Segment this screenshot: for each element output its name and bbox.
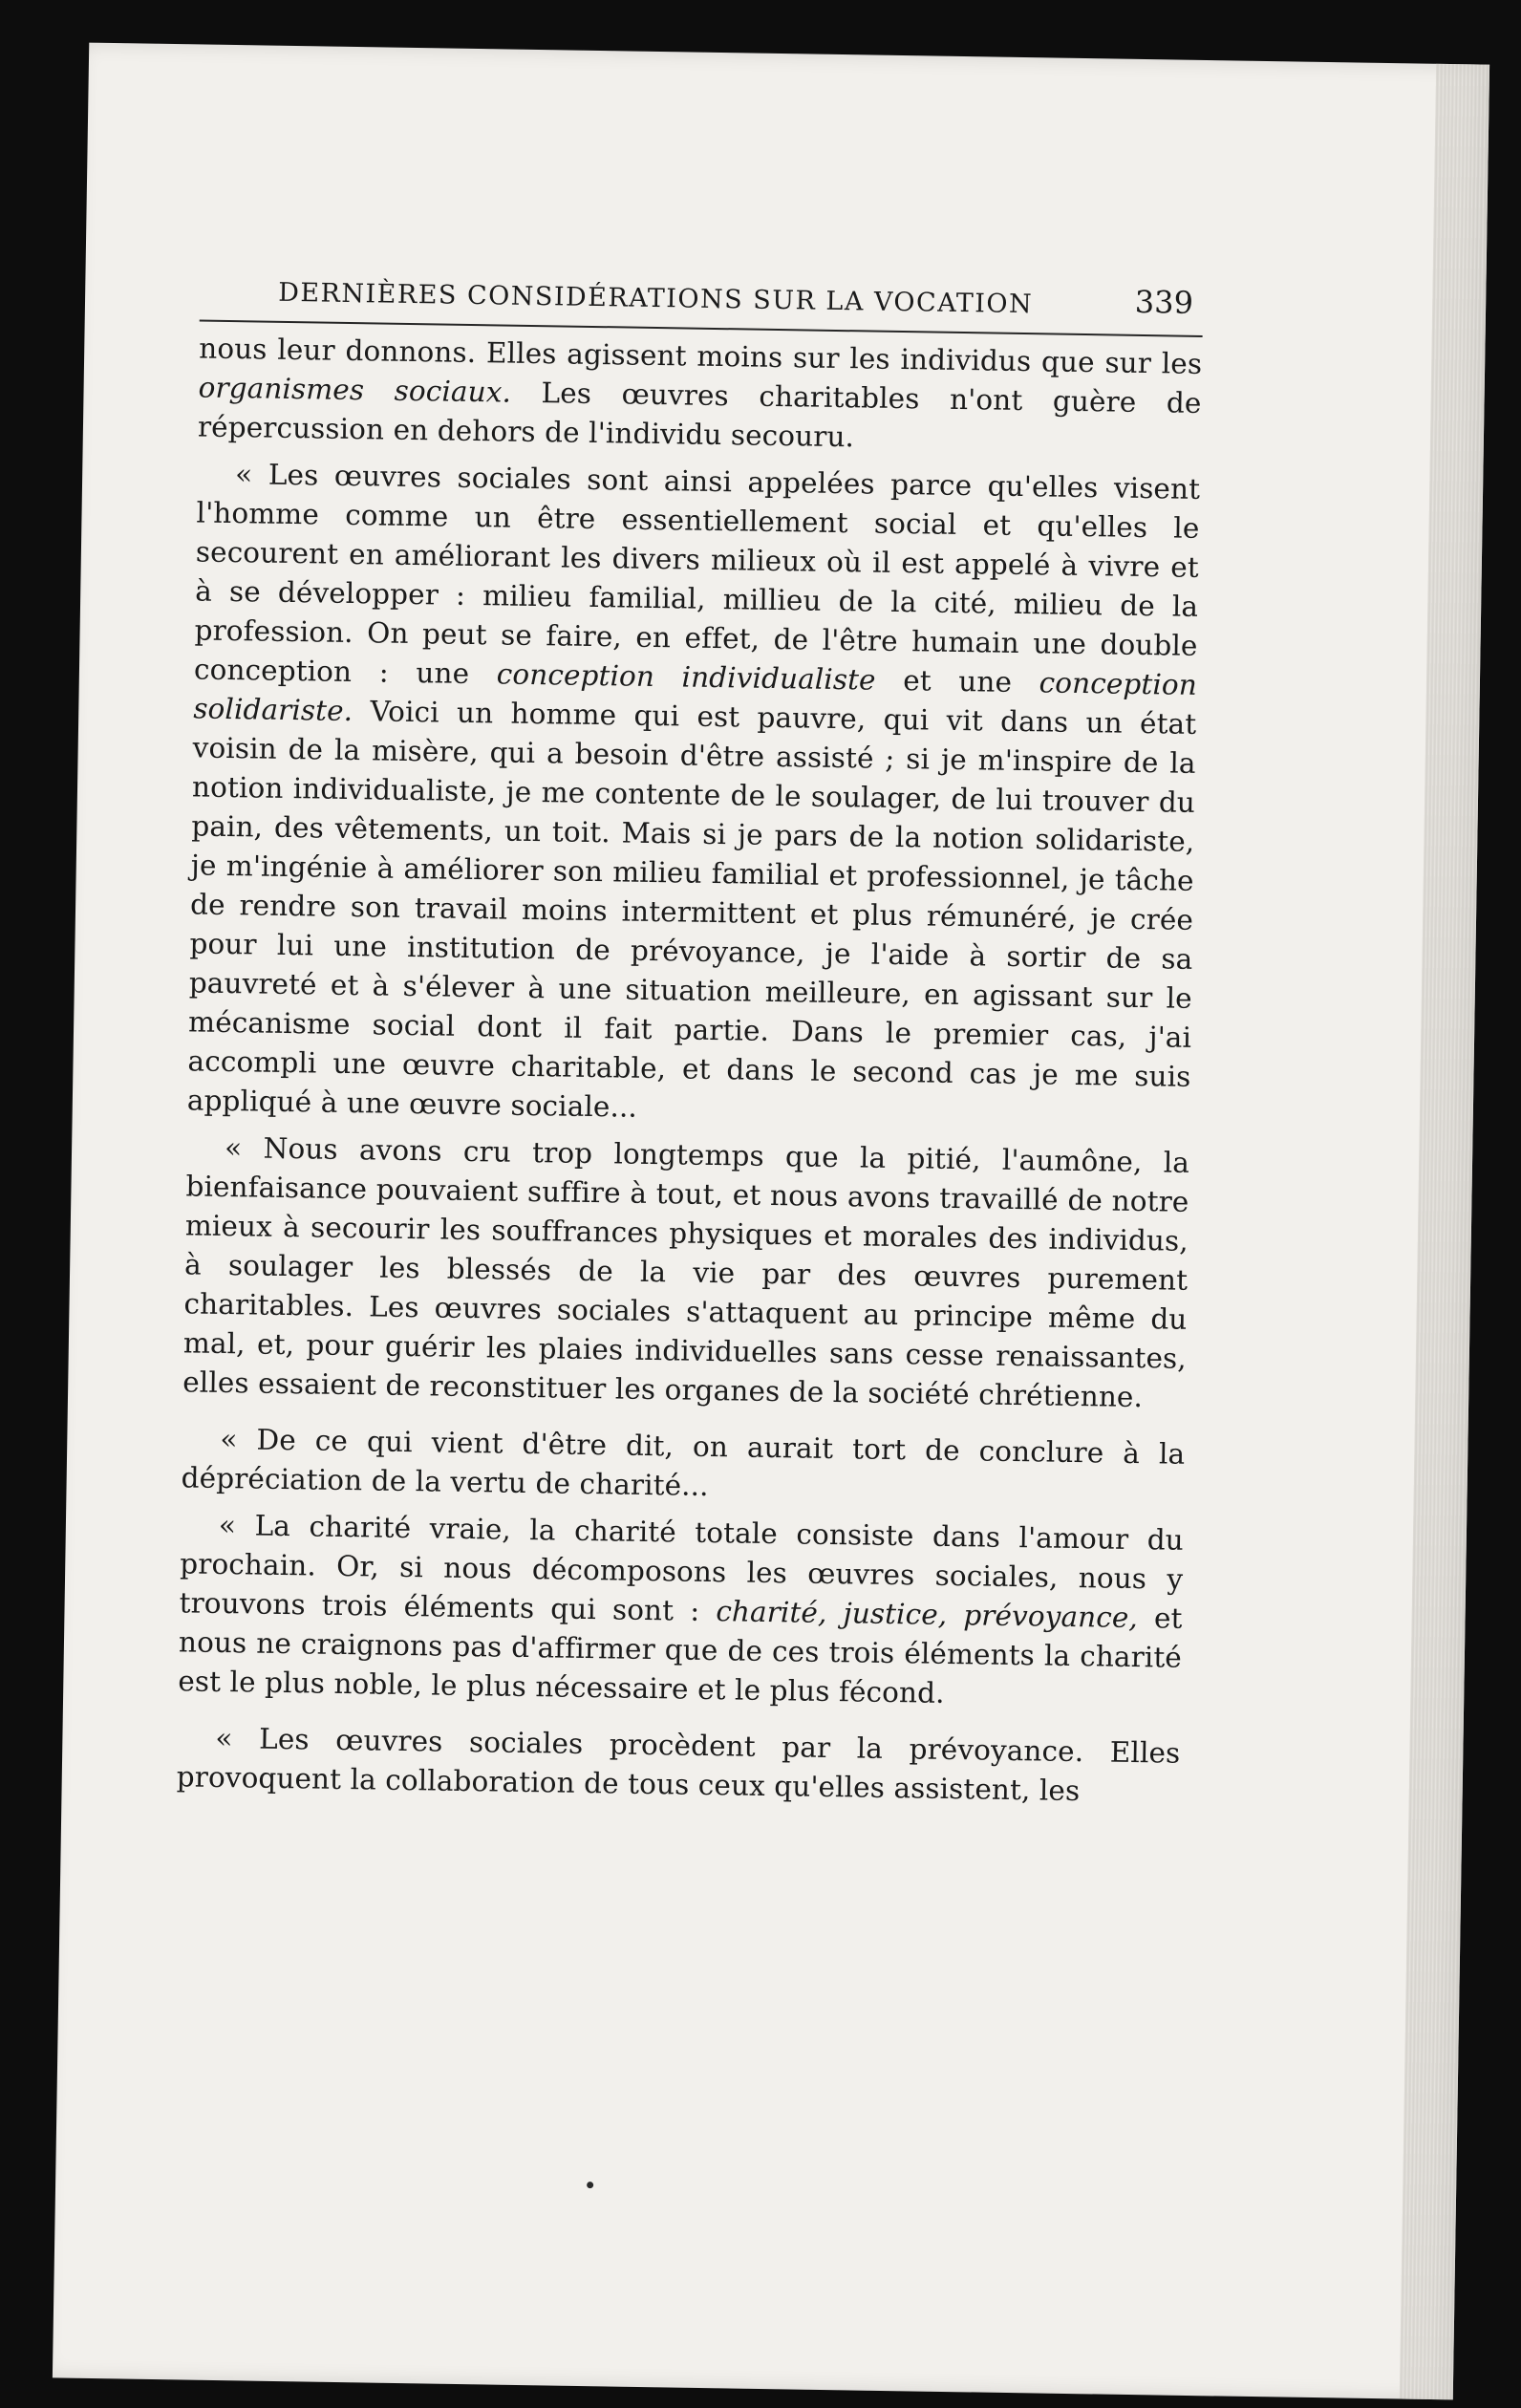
page-edge-shadow [1400,64,1489,2400]
paragraph: « Nous avons cru trop longtemps que la pitié, l'aumône, la bienfaisance pouvaient suffire à tout, et nous avons travaillé de notre mieux à secourir les souffrances physiques et morales des individus, à soulager les blessés de la vie par des œuvres purement charitables. Les œuvres sociales s'attaquent au principe même du mal, et, pour guérir les plaies individuelles sans cesse renaissantes, elles essaient de reconstituer les organes de la société chrétienne. [182,1131,1190,1414]
paragraph: « De ce qui vient d'être dit, on aurait tort de conclure à la dépréciation de la vertu de charité... [181,1422,1186,1503]
running-title: DERNIÈRES CONSIDÉRATIONS SUR LA VOCATION [277,277,1034,320]
page-number: 339 [1134,283,1194,321]
text-block [176,266,1203,1812]
running-head [200,266,1204,336]
paragraph: « La charité vraie, la charité totale consiste dans l'amour du prochain. Or, si nous décomposons les œuvres sociales, nous y trouvons trois éléments qui sont : charité, justice, prévoyance, et nous ne craignons pas d'affirmer que de ces trois éléments la charité est le plus noble, le plus nécessaire et le plus fécond. [178,1508,1185,1709]
paragraph: nous leur donnons. Elles agissent moins sur les individus que sur les organismes sociaux. Les œuvres charitables n'ont guère de répercussion en dehors de l'individu secouru. [197,332,1203,454]
book-page [53,43,1489,2400]
paragraph: « Les œuvres sociales sont ainsi appelées parce qu'elles visent l'homme comme un être essentiellement social et qu'elles le secourent en améliorant les divers milieux où il est appelé à vivre et à se développer : milieu familial, millieu de la cité, milieu de la profession. On peut se faire, en effet, de l'être humain une double conception : une conception individualiste et une conception solidariste. Voici un homme qui est pauvre, qui vit dans un état voisin de la misère, qui a besoin d'être assisté ; si je m'inspire de la notion individualiste, je me contente de le soulager, de lui trouver du pain, des vêtements, un toit. Mais si je pars de la notion solidariste, je m'ingénie à améliorer son milieu familial et professionnel, je tâche de rendre son travail moins intermittent et plus rémunéré, je crée pour lui une institution de prévoyance, je l'aide à sortir de sa pauvreté et à s'élever à une situation meilleure, en agissant sur le mécanisme social dont il fait partie. Dans le premier cas, j'ai accompli une œuvre charitable, et dans le second cas je me suis appliqué à une œuvre sociale... [186,458,1201,1124]
paragraph: « Les œuvres sociales procèdent par la prévoyance. Elles provoquent la collaboration de tous ceux qu'elles assistent, les [176,1721,1181,1808]
ink-speck [587,2182,593,2188]
